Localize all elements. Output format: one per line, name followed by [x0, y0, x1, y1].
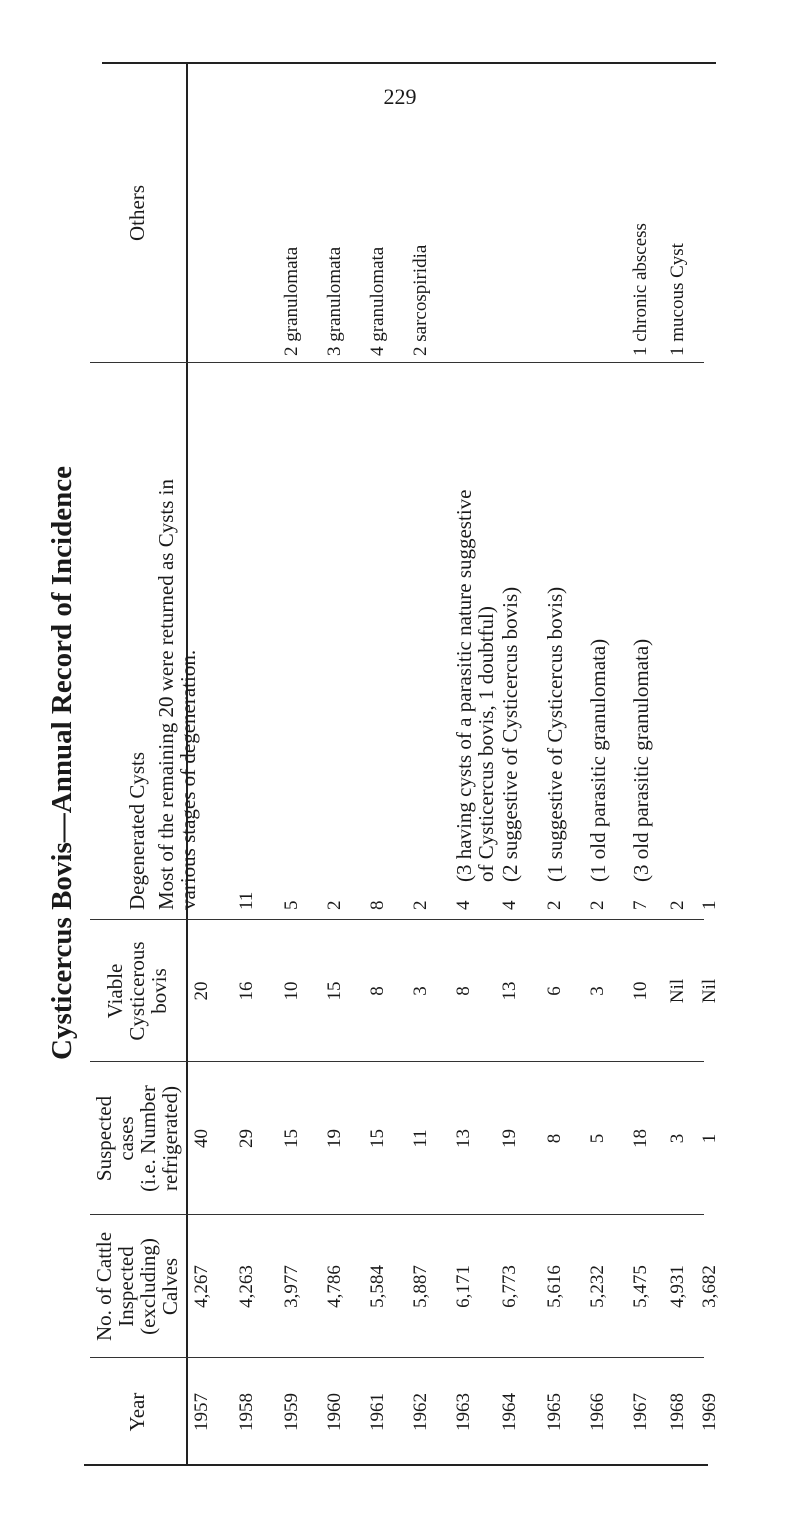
- header-suspected-line: refrigerated): [158, 1086, 182, 1191]
- table-cell-cattle: 5,616: [544, 1265, 565, 1308]
- table-title: Cysticercus Bovis—Annual Record of Incidence: [46, 466, 78, 1060]
- table-cell-year: 1957: [191, 1393, 212, 1431]
- table-cell-degenerated-count: 2: [410, 900, 431, 910]
- table-cell-viable: 8: [453, 986, 474, 996]
- table-cell-suspected: 8: [544, 1133, 565, 1144]
- table-cell-viable: Nil: [699, 978, 720, 1004]
- table-cell-suspected: 18: [630, 1129, 651, 1148]
- table-cell-degenerated-note: (1 old parasitic granulomata): [586, 638, 610, 882]
- header-cattle-line: No. of Cattle: [92, 1231, 116, 1342]
- table-cell-viable: 3: [410, 986, 431, 996]
- table-cell-viable: 10: [630, 981, 651, 1001]
- table-cell-degenerated-count: 8: [367, 900, 388, 910]
- table-cell-degenerated-note: (3 old parasitic granulomata): [629, 638, 653, 882]
- table-cell-year: 1963: [453, 1393, 474, 1431]
- table-cell-viable: 15: [324, 981, 345, 1001]
- table-cell-year: 1960: [324, 1393, 345, 1431]
- table-cell-viable: 3: [587, 986, 608, 996]
- table-cell-year: 1964: [499, 1393, 520, 1431]
- table-cell-year: 1965: [544, 1393, 565, 1431]
- table-cell-suspected: 15: [367, 1129, 388, 1148]
- header-viable-line: bovis: [147, 968, 171, 1014]
- table-cell-degenerated-note: (2 suggestive of Cysticercus bovis): [498, 586, 522, 882]
- table-cell-suspected: 15: [281, 1129, 302, 1148]
- table-cell-year: 1968: [667, 1393, 688, 1431]
- table-cell-cattle: 6,773: [499, 1265, 520, 1308]
- table-cell-viable: 20: [191, 981, 212, 1001]
- header-suspected: [90, 1062, 184, 1215]
- page-number: 229: [383, 84, 417, 109]
- table-cell-others: 1 mucous Cyst: [667, 243, 688, 356]
- table-cell-year: 1959: [281, 1393, 302, 1431]
- table-cell-year: 1969: [699, 1393, 720, 1431]
- table-cell-viable: 16: [236, 981, 257, 1001]
- header-cattle: [90, 1215, 184, 1358]
- header-year-label: Year: [125, 1392, 149, 1432]
- table-cell-suspected: 5: [587, 1133, 608, 1144]
- table-cell-cattle: 4,931: [667, 1265, 688, 1308]
- table-cell-degenerated-count: 4: [499, 900, 520, 910]
- header-others: [90, 63, 184, 363]
- table-cell-degenerated-count: 2: [587, 900, 608, 910]
- header-viable-line: Viable: [103, 963, 127, 1019]
- table-cell-cattle: 4,263: [236, 1265, 257, 1308]
- table-cell-degenerated-count: 2: [544, 900, 565, 910]
- table-cell-degenerated-count: 2: [324, 900, 345, 910]
- table-cell-year: 1966: [587, 1393, 608, 1431]
- table-cell-cattle: 5,887: [410, 1265, 431, 1308]
- table-cell-suspected: 13: [453, 1129, 474, 1148]
- table-cell-viable: 6: [544, 986, 565, 996]
- incidence-table: [84, 60, 720, 1466]
- table-cell-suspected: 29: [236, 1129, 257, 1148]
- header-year: [90, 1358, 184, 1466]
- table-cell-cattle: 5,232: [587, 1265, 608, 1308]
- table-cell-degenerated-count: 11: [236, 891, 257, 910]
- table-cell-suspected: 1: [699, 1133, 720, 1144]
- header-cattle-line: Calves: [158, 1257, 182, 1316]
- table-cell-degenerated-note: Most of the remaining 20 were returned as Cysts in: [154, 479, 178, 910]
- table-cell-degenerated-count: 2: [667, 900, 688, 910]
- table-cell-degenerated-note: (1 suggestive of Cysticercus bovis): [543, 586, 567, 882]
- table-cell-suspected: 19: [324, 1129, 345, 1148]
- table-cell-degenerated-note: various stages of degeneration.: [176, 649, 200, 910]
- header-suspected-line: (i.e. Number: [136, 1085, 160, 1192]
- table-cell-year: 1967: [630, 1393, 651, 1431]
- header-viable: [90, 920, 184, 1062]
- table-cell-viable: 8: [367, 986, 388, 996]
- table-cell-degenerated-count: 1: [699, 900, 720, 910]
- table-cell-others: 2 sarcospiridia: [410, 244, 431, 356]
- table-cell-viable: 13: [499, 981, 520, 1001]
- table-cell-viable: Nil: [667, 978, 688, 1004]
- table-cell-cattle: 3,682: [699, 1265, 720, 1308]
- table-cell-others: 1 chronic abscess: [630, 223, 651, 356]
- table-cell-others: 3 granulomata: [324, 246, 345, 356]
- table-cell-cattle: 4,267: [191, 1265, 212, 1308]
- table-cell-viable: 10: [281, 981, 302, 1001]
- table-cell-others: 2 granulomata: [281, 246, 302, 356]
- table-cell-year: 1961: [367, 1393, 388, 1431]
- header-degenerated-label: Degenerated Cysts: [125, 751, 149, 910]
- header-cattle-line: Inspected: [114, 1246, 138, 1327]
- header-suspected-line: Suspected: [92, 1095, 116, 1182]
- header-others-label: Others: [125, 185, 149, 241]
- table-cell-suspected: 40: [191, 1129, 212, 1148]
- table-right-border: [102, 62, 716, 64]
- table-cell-cattle: 5,475: [630, 1265, 651, 1308]
- table-cell-cattle: 4,786: [324, 1265, 345, 1308]
- table-cell-cattle: 3,977: [281, 1265, 302, 1308]
- rotated-table-page: [40, 30, 720, 1496]
- table-cell-suspected: 11: [410, 1129, 431, 1148]
- table-cell-degenerated-note: (3 having cysts of a parasitic nature suggestive: [452, 489, 476, 882]
- table-cell-others: 4 granulomata: [367, 246, 388, 356]
- table-cell-degenerated-count: 4: [453, 900, 474, 910]
- table-cell-year: 1958: [236, 1393, 257, 1431]
- table-cell-year: 1962: [410, 1393, 431, 1431]
- table-cell-degenerated-count: 5: [281, 900, 302, 910]
- header-viable-line: Cysticerous: [125, 941, 149, 1041]
- table-cell-suspected: 19: [499, 1129, 520, 1148]
- header-suspected-line: cases: [114, 1116, 138, 1161]
- table-cell-cattle: 5,584: [367, 1265, 388, 1308]
- table-cell-cattle: 6,171: [453, 1265, 474, 1308]
- header-cattle-line: (excluding): [136, 1238, 160, 1335]
- table-cell-degenerated-note: of Cysticercus bovis, 1 doubtful): [474, 606, 498, 882]
- table-cell-degenerated-count: 7: [630, 900, 651, 910]
- table-cell-suspected: 3: [667, 1133, 688, 1144]
